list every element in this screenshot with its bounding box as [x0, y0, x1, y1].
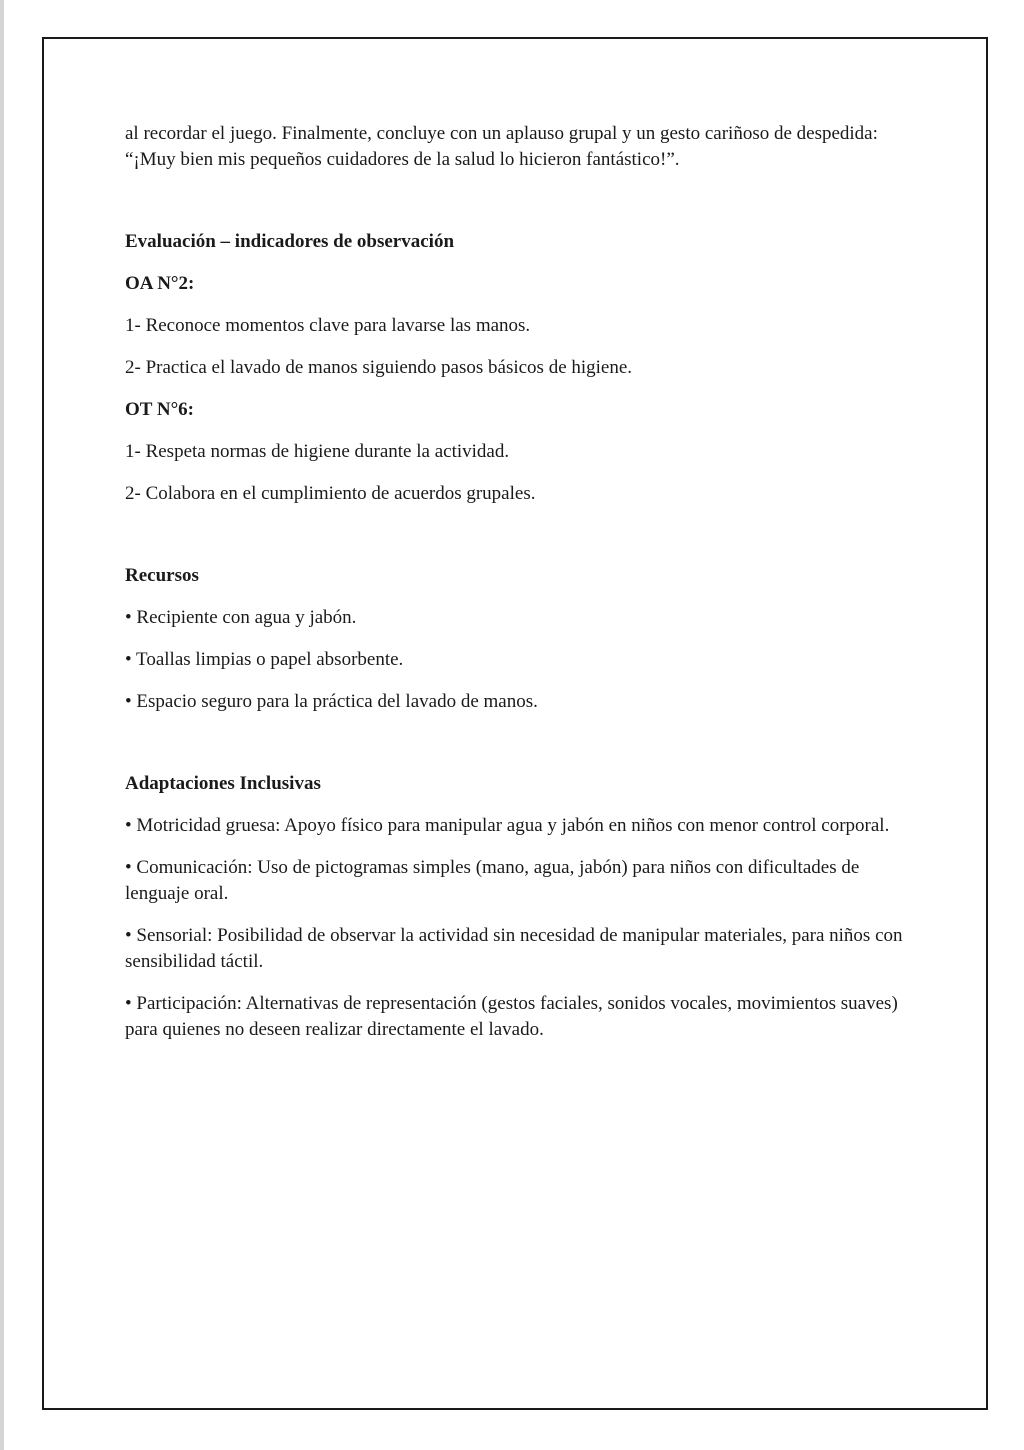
resources-heading: Recursos [125, 565, 199, 586]
resource-item: • Recipiente con agua y jabón. [125, 607, 357, 628]
oa-indicator-2: 2- Practica el lavado de manos siguiendo pasos básicos de higiene. [125, 357, 633, 378]
intro-paragraph: al recordar el juego. Finalmente, concluye con un aplauso grupal y un gesto cariñoso de despedida: “¡Muy bien mis pequeños cuidadores de la salud lo hicieron fantástico!”. [125, 123, 878, 170]
ot-heading: OT N°6: [125, 399, 195, 420]
resource-item: • Espacio seguro para la práctica del lavado de manos. [125, 691, 538, 712]
ot-indicator-2: 2- Colabora en el cumplimiento de acuerdos grupales. [125, 483, 536, 504]
oa-indicator-1: 1- Reconoce momentos clave para lavarse las manos. [125, 315, 531, 336]
adaptation-item: • Motricidad gruesa: Apoyo físico para manipular agua y jabón en niños con menor control corporal. [125, 815, 890, 836]
viewer-left-edge [0, 0, 4, 1450]
oa-heading: OA N°2: [125, 273, 195, 294]
ot-indicator-1: 1- Respeta normas de higiene durante la actividad. [125, 441, 510, 462]
adaptation-item: • Comunicación: Uso de pictogramas simples (mano, agua, jabón) para niños con dificultades de lenguaje oral. [125, 857, 860, 904]
adaptations-heading: Adaptaciones Inclusivas [125, 773, 321, 794]
evaluation-heading: Evaluación – indicadores de observación [125, 231, 455, 252]
adaptation-item: • Participación: Alternativas de representación (gestos faciales, sonidos vocales, movimientos suaves) para quienes no deseen realizar directamente el lavado. [125, 993, 898, 1040]
resource-item: • Toallas limpias o papel absorbente. [125, 649, 404, 670]
adaptation-item: • Sensorial: Posibilidad de observar la actividad sin necesidad de manipular materiales, para niños con sensibilidad táctil. [125, 925, 903, 972]
document-content [125, 121, 925, 1043]
